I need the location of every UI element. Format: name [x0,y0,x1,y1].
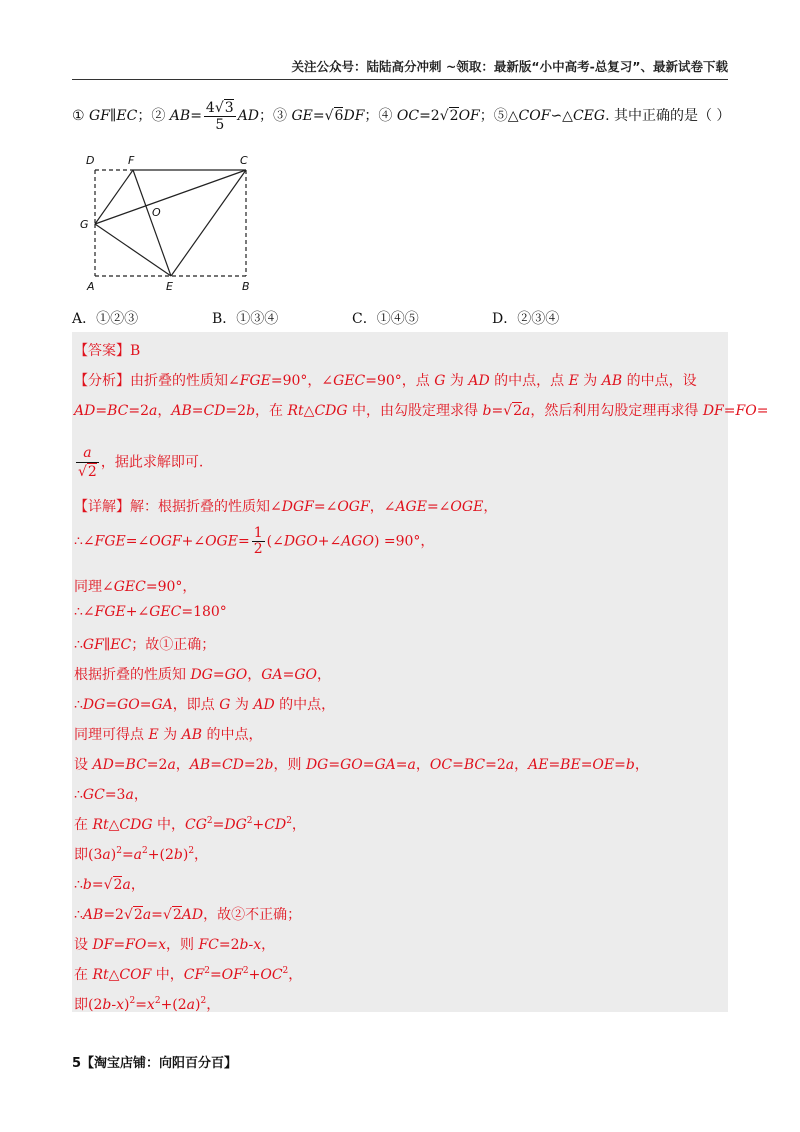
option-c[interactable]: C．①④⑤ [352,311,419,327]
option-d[interactable]: D．②③④ [492,311,560,327]
label-a: A [87,280,95,293]
detail-line-3: 同理∠GEC=90°， [74,579,197,595]
label-e: E [166,280,173,293]
detail-line-15: 设 DF=FO=x，则 FC=2b-x， [74,937,276,953]
detail-line-12: 即$(3a)^2=a^2+(2b)^2$， [74,846,209,863]
label-d: D [86,154,95,167]
detail-line-11: 在 Rt△CDG 中，$CG^2=DG^2+CD^2$， [74,816,306,833]
page-footer [72,1052,237,1071]
detail-line-8: 同理可得点 E 为 AB 的中点， [74,727,263,743]
detail-line-10: ∴GC=3a， [74,787,148,803]
answer-line: 【答案】B [74,343,141,359]
detail-line-4: ∴∠FGE+∠GEC=180° [74,604,227,620]
label-c: C [240,154,248,167]
page-number: 5 [72,1056,82,1071]
detail-line-6: 根据折叠的性质知 DG=GO，GA=GO， [74,667,331,683]
option-a[interactable]: A．①②③ [72,311,139,327]
detail-line-16: 在 Rt△COF 中，$CF^2=OF^2+OC^2$， [74,966,303,983]
page-header: 关注公众号：陆陆高分冲刺 ~领取：最新版“小中高考-总复习”、最新试卷下载 [72,57,728,80]
analysis-line-2: AD=BC=2a，AB=CD=2b，在 Rt△CDG 中，由勾股定理求得 b=√2a，然后利用勾股定理再求得 DF=FO= [74,403,769,419]
detail-line-2: ∴∠FGE=∠OGF+∠OGE= $\frac{1}{2}$ (∠DGO+∠AGO) =90°， [74,525,435,557]
detail-line-13: ∴b=√2a， [74,877,145,893]
label-b: B [242,280,250,293]
label-f: F [128,154,135,167]
geometry-figure [72,148,272,298]
detail-line-5: ∴GF∥EC；故①正确； [74,637,216,653]
analysis-line-1: 【分析】由折叠的性质知∠FGE=90°，∠GEC=90°，点 G 为 AD 的中点，点 E 为 AB 的中点，设 [74,373,697,389]
shop-name: 【淘宝店铺：向阳百分百】 [81,1056,238,1071]
detail-line-17: 即$(2b-x)^2=x^2+(2a)^2$， [74,996,221,1013]
question-statements: ① GF∥EC；② AB= $\frac{4√3}{5}$ AD；③ GE=√6DF；④ OC=2√2OF；⑤△COF∽△CEG. 其中正确的是（ ） [72,99,731,133]
option-b[interactable]: B．①③④ [212,311,279,327]
fraction-4root3-over-5: $\frac{4√3}{5}$ [205,99,234,133]
detail-line-9: 设 AD=BC=2a，AB=CD=2b，则 DG=GO=GA=a，OC=BC=2a，AE=BE=OE=b， [74,757,649,773]
detail-line-14: ∴AB=2√2a=√2AD，故②不正确； [74,907,302,923]
detail-line-1: 【详解】解：根据折叠的性质知∠DGF=∠OGF，∠AGE=∠OGE， [74,499,498,515]
label-o: O [152,206,161,219]
answer-options [72,308,732,330]
detail-line-7: ∴DG=GO=GA，即点 G 为 AD 的中点， [74,697,336,713]
analysis-line-3: $\frac{a}{√2}$ ，据此求解即可. [78,445,204,480]
label-g: G [80,218,89,231]
